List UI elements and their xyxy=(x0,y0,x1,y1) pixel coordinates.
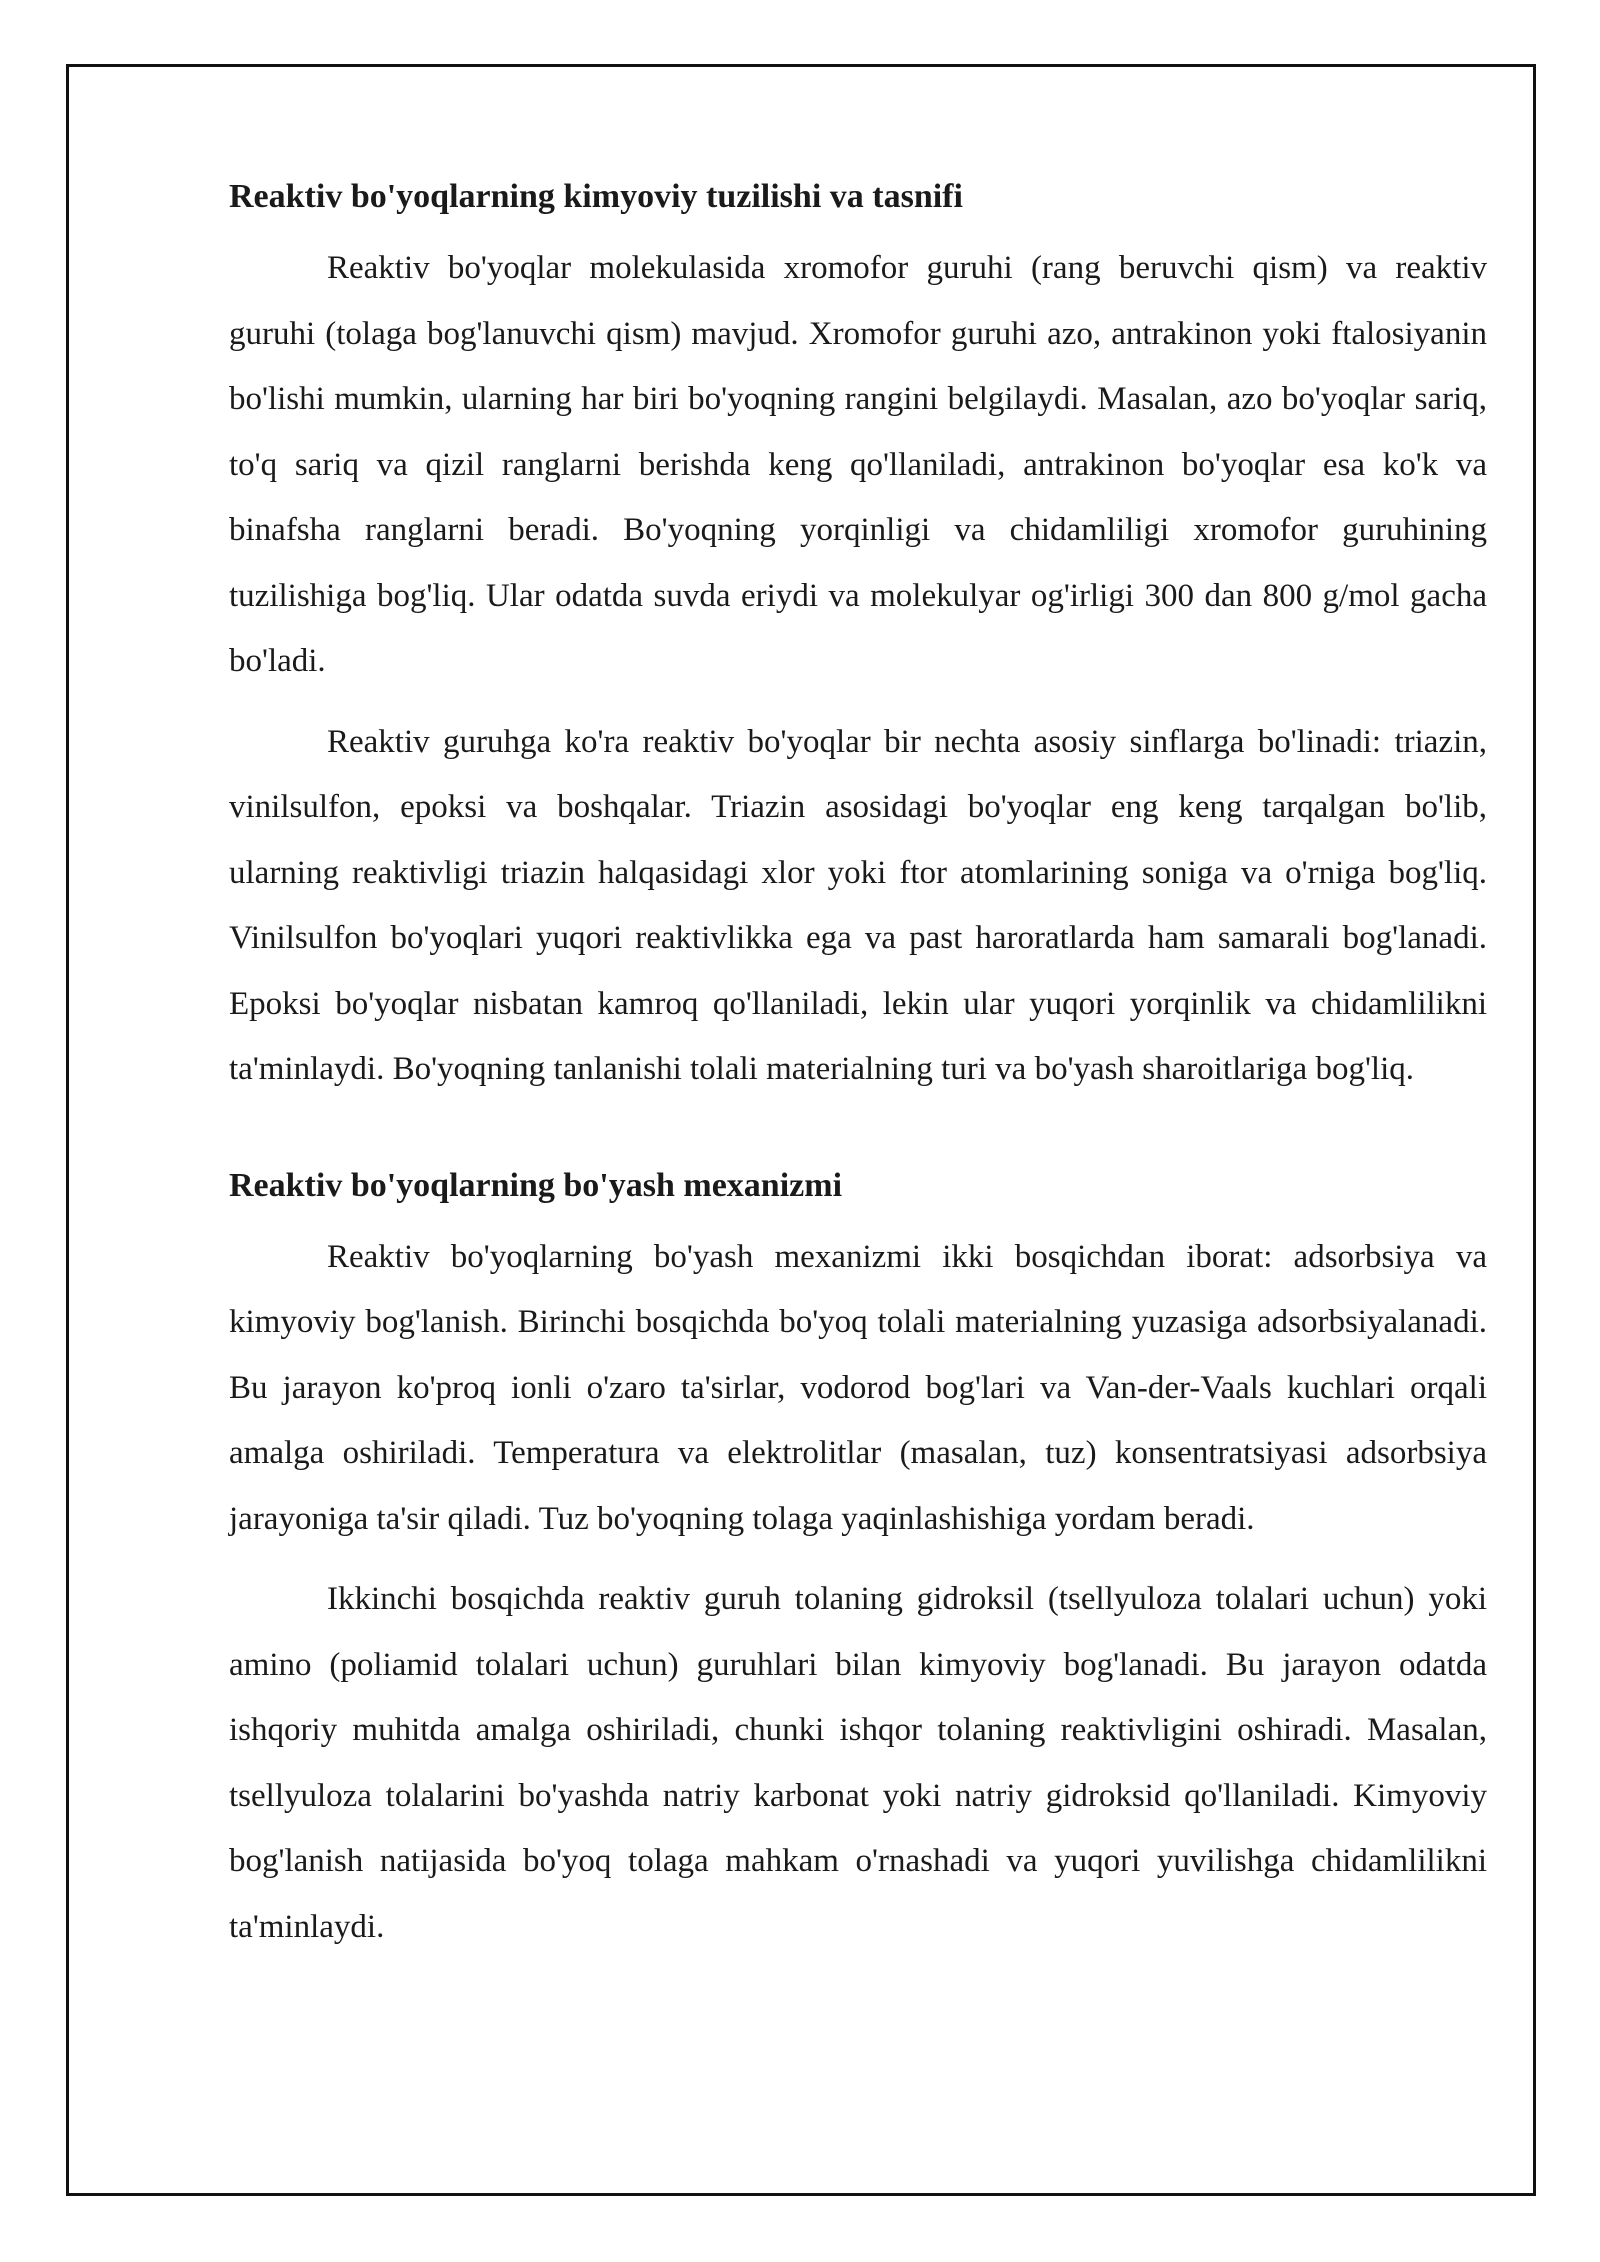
section-heading: Reaktiv bo'yoqlarning kimyoviy tuzilishi va tasnifi xyxy=(229,178,963,215)
document-body xyxy=(229,172,1487,1975)
paragraph: Reaktiv bo'yoqlar molekulasida xromofor guruhi (rang beruvchi qism) va reaktiv guruhi (tolaga bog'lanuvchi qism) mavjud. Xromofor guruhi azo, antrakinon yoki ftalosiyanin bo'lishi mumkin, ularning har biri bo'yoqning rangini belgilaydi. Masalan, azo bo'yoqlar sariq, to'q sariq va qizil ranglarni berishda keng qo'llaniladi, antrakinon bo'yoqlar esa ko'k va binafsha ranglarni beradi. Bo'yoqning yorqinligi va chidamliligi xromofor guruhining tuzilishiga bog'liq. Ular odatda suvda eriydi va molekulyar og'irligi 300 dan 800 g/mol gacha bo'ladi. xyxy=(229,250,1487,679)
section-dyeing-mechanism xyxy=(229,1161,1487,1961)
paragraph: Reaktiv bo'yoqlarning bo'yash mexanizmi ikki bosqichdan iborat: adsorbsiya va kimyoviy bog'lanish. Birinchi bosqichda bo'yoq tolali materialning yuzasiga adsorbsiyalanadi. Bu jarayon ko'proq ionli o'zaro ta'sirlar, vodorod bog'lari va Van-der-Vaals kuchlari orqali amalga oshiriladi. Temperatura va elektrolitlar (masalan, tuz) konsentratsiyasi adsorbsiya jarayoniga ta'sir qiladi. Tuz bo'yoqning tolaga yaqinlashishiga yordam beradi. xyxy=(229,1238,1487,1537)
section-chemical-structure xyxy=(229,172,1487,1103)
paragraph: Reaktiv guruhga ko'ra reaktiv bo'yoqlar bir nechta asosiy sinflarga bo'linadi: triazin, vinilsulfon, epoksi va boshqalar. Triazin asosidagi bo'yoqlar eng keng tarqalgan bo'lib, ularning reaktivligi triazin halqasidagi xlor yoki ftor atomlarining soniga va o'rniga bog'liq. Vinilsulfon bo'yoqlari yuqori reaktivlikka ega va past haroratlarda ham samarali bog'lanadi. Epoksi bo'yoqlar nisbatan kamroq qo'llaniladi, lekin ular yuqori yorqinlik va chidamlilikni ta'minlaydi. Bo'yoqning tanlanishi tolali materialning turi va bo'yash sharoitlariga bog'liq. xyxy=(229,723,1487,1087)
section-heading: Reaktiv bo'yoqlarning bo'yash mexanizmi xyxy=(229,1166,843,1204)
paragraph: Ikkinchi bosqichda reaktiv guruh tolaning gidroksil (tsellyuloza tolalari uchun) yoki amino (poliamid tolalari uchun) guruhlari bilan kimyoviy bog'lanadi. Bu jarayon odatda ishqoriy muhitda amalga oshiriladi, chunki ishqor tolaning reaktivligini oshiradi. Masalan, tsellyuloza tolalarini bo'yashda natriy karbonat yoki natriy gidroksid qo'llaniladi. Kimyoviy bog'lanish natijasida bo'yoq tolaga mahkam o'rnashadi va yuqori yuvilishga chidamlilikni ta'minlaydi. xyxy=(229,1581,1487,1945)
